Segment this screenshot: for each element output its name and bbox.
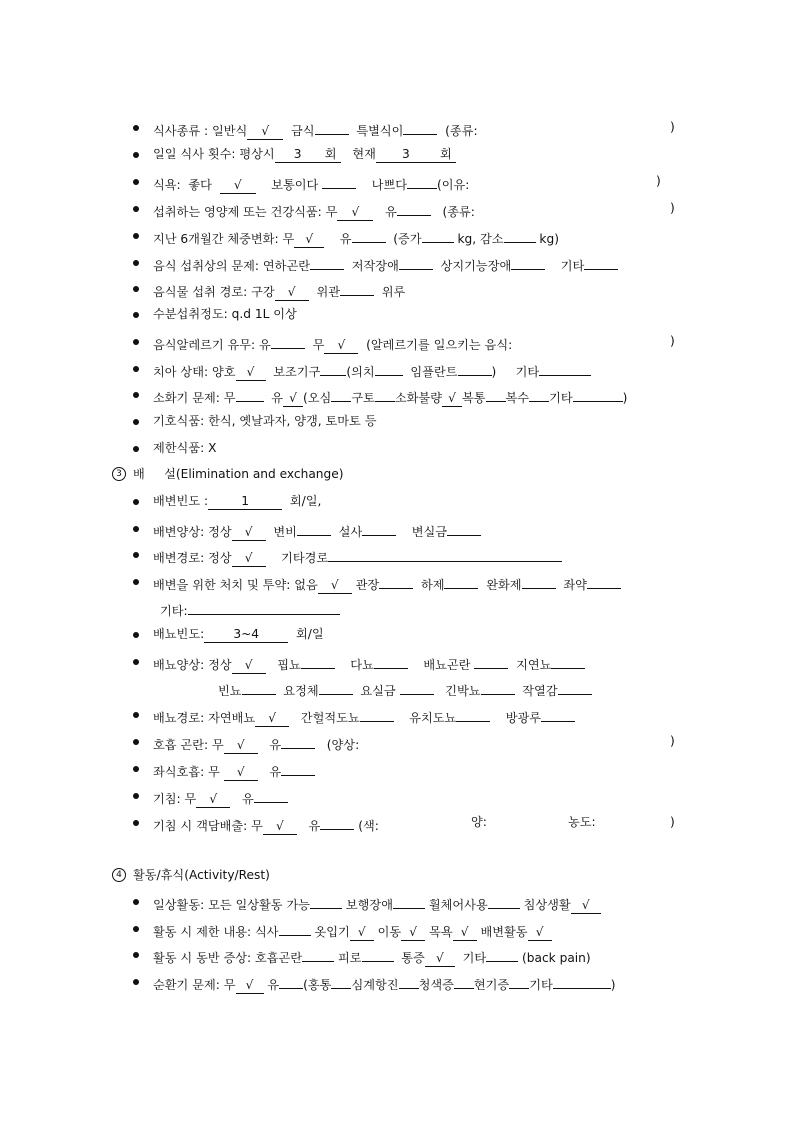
close-paren: ) <box>610 978 616 992</box>
check-blank[interactable]: √ <box>350 925 374 941</box>
option-indigestion: 소화불량 <box>394 391 442 405</box>
check-blank[interactable]: √ <box>236 978 264 994</box>
blank[interactable] <box>331 973 351 989</box>
option-yes: 유 <box>269 738 282 752</box>
blank[interactable] <box>573 386 623 402</box>
option-upper: 상지기능장애 <box>440 259 512 273</box>
blank[interactable] <box>301 653 335 669</box>
blank[interactable] <box>551 653 585 669</box>
blank[interactable] <box>279 973 303 989</box>
option-burning: 작열감 <box>522 684 558 698</box>
label: 음식 섭취상의 문제: 연하곤란 <box>153 259 311 273</box>
option-polyuria: 다뇨 <box>350 658 374 672</box>
bullet <box>133 899 139 905</box>
bullet <box>133 339 139 345</box>
consistency-label: 농도: <box>568 815 596 829</box>
bullet <box>133 579 139 585</box>
blank[interactable] <box>188 599 340 615</box>
label: 배뇨빈도: <box>153 627 205 641</box>
option-no: 무 <box>312 338 325 352</box>
paren: ) <box>491 365 497 379</box>
option-retention: 요정체 <box>283 684 319 698</box>
blank[interactable] <box>310 254 344 270</box>
blank[interactable] <box>375 360 403 376</box>
option-aid: 보조기구 <box>273 365 321 379</box>
now-label: 현재 <box>352 147 376 161</box>
option-yes: 유 <box>269 765 282 779</box>
amount-label: 양: <box>471 815 487 829</box>
label: 일일 식사 횟수: 평상시 <box>153 147 275 161</box>
bullet <box>133 260 139 266</box>
blank[interactable] <box>486 386 506 402</box>
blank[interactable] <box>352 227 386 243</box>
bullet <box>133 233 139 239</box>
blank[interactable] <box>400 679 434 695</box>
blank[interactable] <box>511 254 545 270</box>
value-blank[interactable]: 3~4 <box>204 627 288 643</box>
circulation-line <box>0 973 794 1021</box>
check-blank[interactable]: √ <box>263 819 297 835</box>
label: 배변빈도 : <box>153 494 209 508</box>
blank[interactable] <box>447 520 481 536</box>
label: 섭취하는 영양제 또는 건강식품: 무 <box>153 205 338 219</box>
blank[interactable] <box>236 386 264 402</box>
option-tube: 위관 <box>316 285 340 299</box>
section-number: 4 <box>112 868 126 882</box>
option-incontinence: 요실금 <box>360 684 396 698</box>
option-yes: 유 <box>241 792 254 806</box>
check-blank[interactable]: √ <box>232 551 266 567</box>
blank[interactable] <box>328 546 562 562</box>
blank[interactable] <box>399 973 419 989</box>
check-blank[interactable]: √ <box>232 658 266 674</box>
option-bed: 침상생활 <box>523 898 571 912</box>
close-paren: ) <box>622 391 628 405</box>
check-blank[interactable]: √ <box>224 765 258 781</box>
blank[interactable] <box>584 254 618 270</box>
blank[interactable] <box>474 653 508 669</box>
blank[interactable] <box>375 386 395 402</box>
reason-label: (이유: <box>437 178 470 192</box>
color-label: (색: <box>358 819 379 833</box>
blank[interactable] <box>488 893 520 909</box>
option-constipation: 변비 <box>273 525 297 539</box>
option-palpitation: 심계항진 <box>351 978 399 992</box>
option-oliguria: 핍뇨 <box>277 658 301 672</box>
label: 식사종류 : 일반식 <box>153 124 248 138</box>
option-intermittent: 간헐적도뇨 <box>300 711 360 725</box>
option-moving: 이동 <box>377 925 402 939</box>
option-yes: 유 <box>271 391 284 405</box>
blank[interactable] <box>529 386 549 402</box>
option-etc: 기타 <box>549 391 573 405</box>
blank[interactable] <box>558 679 592 695</box>
check-blank[interactable]: √ <box>401 925 425 941</box>
section-title: 활동/휴식(Activity/Rest) <box>133 868 270 882</box>
option-urgency: 긴박뇨 <box>445 684 481 698</box>
blank[interactable] <box>319 679 353 695</box>
blank[interactable] <box>320 360 346 376</box>
label: 음식물 섭취 경로: 구강 <box>153 285 275 299</box>
close-paren: ) <box>670 734 675 748</box>
blank[interactable] <box>509 973 529 989</box>
close-paren: ) <box>656 174 661 188</box>
blank[interactable] <box>315 119 349 135</box>
option-yes: 유 <box>385 205 397 219</box>
bullet <box>133 206 139 212</box>
bullet <box>133 526 139 532</box>
check-blank[interactable]: √ <box>224 738 258 754</box>
label: 호흡 곤란: 무 <box>153 738 224 752</box>
close-paren: ) <box>670 201 675 215</box>
label: 수분섭취정도: q.d 1L 이상 <box>153 307 297 321</box>
bullet <box>133 766 139 772</box>
bullet <box>133 952 139 958</box>
bullet <box>133 152 139 158</box>
option-frequent: 빈뇨 <box>218 684 242 698</box>
blank[interactable] <box>403 119 437 135</box>
check-blank[interactable]: √ <box>220 178 256 194</box>
note: (back pain) <box>522 951 591 965</box>
option-pain: 통증 <box>401 951 425 965</box>
blank[interactable] <box>522 573 556 589</box>
option-etc: 기타 <box>515 365 540 379</box>
option-gastro: 위루 <box>381 285 406 299</box>
close-paren: ) <box>670 120 675 134</box>
kg-label: kg, 감소 <box>457 232 504 246</box>
label: 배변경로: 정상 <box>153 551 232 565</box>
option-implant: 임플란트 <box>410 365 458 379</box>
blank[interactable] <box>242 679 276 695</box>
bullet <box>133 552 139 558</box>
check-blank[interactable]: √ <box>232 525 266 541</box>
kg-label: kg) <box>539 232 559 246</box>
option-diarrhea: 설사 <box>338 525 363 539</box>
bullet <box>133 712 139 718</box>
bullet <box>133 739 139 745</box>
bullet <box>133 820 139 826</box>
label: 제한식품: X <box>153 441 217 455</box>
label: 식욕: 좋다 <box>153 178 212 192</box>
blank[interactable] <box>504 227 536 243</box>
bullet <box>133 979 139 985</box>
value-blank[interactable]: 1 <box>208 494 282 510</box>
blank[interactable] <box>281 733 315 749</box>
check-blank[interactable]: √ <box>442 391 462 407</box>
option-laxative: 하제 <box>420 578 445 592</box>
option-bad: 나쁘다 <box>371 178 407 192</box>
blank[interactable] <box>254 787 288 803</box>
bullet <box>133 419 139 425</box>
close-paren: ) <box>670 334 675 348</box>
option-etc: 기타 <box>529 978 553 992</box>
now-value[interactable]: 3 <box>376 147 436 163</box>
check-blank[interactable]: √ <box>571 898 601 914</box>
increase-label: (증가 <box>393 232 422 246</box>
blank[interactable] <box>322 173 356 189</box>
blank[interactable] <box>541 706 575 722</box>
option-etc: 기타 <box>560 259 585 273</box>
label: 기호식품: 한식, 옛날과자, 양갱, 토마토 등 <box>153 414 377 428</box>
unit: 회/일, <box>289 494 322 508</box>
blank[interactable] <box>481 679 515 695</box>
option-special: 특별식이 <box>356 124 404 138</box>
blank[interactable] <box>362 520 396 536</box>
label: 소화기 문제: 무 <box>153 391 236 405</box>
blank[interactable] <box>297 520 331 536</box>
option-normal: 보통이다 <box>271 178 319 192</box>
option-yes: 유 <box>339 232 352 246</box>
check-blank[interactable]: √ <box>453 925 477 941</box>
option-enema: 관장 <box>355 578 380 592</box>
bullet <box>133 312 139 318</box>
blank[interactable] <box>302 946 334 962</box>
option-etc: 기타 <box>462 951 487 965</box>
check-blank[interactable]: √ <box>318 578 352 594</box>
usual-value[interactable]: 3 <box>275 147 321 163</box>
blank[interactable] <box>279 920 311 936</box>
label: 순환기 문제: 무 <box>153 978 236 992</box>
option-foley: 유치도뇨 <box>409 711 457 725</box>
label: 배변양상: 정상 <box>153 525 232 539</box>
option-dizziness: 현기증 <box>473 978 510 992</box>
label: 기침: 무 <box>153 792 197 806</box>
unit: 회/일 <box>295 627 324 641</box>
section-number: 3 <box>112 467 126 481</box>
option-flushing: (홍통 <box>303 978 332 992</box>
blank[interactable] <box>374 653 408 669</box>
blank[interactable] <box>399 254 433 270</box>
check-blank[interactable]: √ <box>196 792 230 808</box>
blank[interactable] <box>422 227 454 243</box>
blank[interactable] <box>393 893 425 909</box>
option-stoma: 방광루 <box>505 711 542 725</box>
label: 배뇨경로: 자연배뇨 <box>153 711 256 725</box>
bullet <box>133 793 139 799</box>
blank[interactable] <box>379 573 413 589</box>
option-yes: 유 <box>308 819 321 833</box>
blank[interactable] <box>458 360 492 376</box>
option-bloating: 복통 <box>461 391 486 405</box>
pattern-label: (양상: <box>326 738 360 752</box>
blank[interactable] <box>310 893 342 909</box>
check-blank[interactable]: √ <box>294 232 324 248</box>
check-blank[interactable]: √ <box>528 925 552 941</box>
blank[interactable] <box>360 706 394 722</box>
option-wheelchair: 휠체어사용 <box>428 898 488 912</box>
option-suppository: 좌약 <box>563 578 587 592</box>
option-other-route: 기타경로 <box>281 551 329 565</box>
label: 일상활동: 모든 일상활동 가능 <box>153 898 311 912</box>
blank[interactable] <box>397 200 431 216</box>
label: 배뇨양상: 정상 <box>153 658 232 672</box>
option-nausea: (오심 <box>303 391 332 405</box>
option-fatigue: 피로 <box>337 951 362 965</box>
check-blank[interactable]: √ <box>324 338 358 354</box>
blank[interactable] <box>456 706 490 722</box>
bullet <box>133 446 139 452</box>
check-blank[interactable]: √ <box>337 205 373 221</box>
check-blank[interactable]: √ <box>247 124 283 140</box>
unit: 회 <box>321 147 341 163</box>
option-chew: 저작장애 <box>351 259 399 273</box>
check-blank[interactable]: √ <box>425 951 455 967</box>
blank[interactable] <box>271 333 305 349</box>
bullet <box>133 125 139 131</box>
section-title: 배 설(Elimination and exchange) <box>133 467 344 481</box>
blank[interactable] <box>362 946 394 962</box>
kind-label: (종류: <box>442 205 475 219</box>
option-cyanosis: 청색증 <box>418 978 454 992</box>
bullet <box>133 926 139 932</box>
label: 배변을 위한 처치 및 투약: 없음 <box>153 578 318 592</box>
option-softener: 완화제 <box>486 578 522 592</box>
option-fasting: 금식 <box>291 124 315 138</box>
option-ascites: 복수 <box>505 391 530 405</box>
unit: 회 <box>436 147 456 163</box>
kind-label: (종류: <box>445 124 478 138</box>
bullet <box>133 499 139 505</box>
check-blank[interactable]: √ <box>283 391 303 407</box>
bullet <box>133 366 139 372</box>
option-difficulty: 배뇨곤란 <box>423 658 471 672</box>
option-incontinence: 변실금 <box>411 525 448 539</box>
blank[interactable] <box>281 760 315 776</box>
bullet <box>133 286 139 292</box>
option-delay: 지연뇨 <box>516 658 552 672</box>
option-toileting: 배변활동 <box>480 925 528 939</box>
blank[interactable] <box>587 573 621 589</box>
blank[interactable] <box>454 973 474 989</box>
check-blank[interactable]: √ <box>236 365 266 381</box>
label: 치아 상태: 양호 <box>153 365 236 379</box>
blank[interactable] <box>320 814 354 830</box>
blank[interactable] <box>331 386 351 402</box>
option-walking: 보행장애 <box>345 898 393 912</box>
label: 기침 시 객담배출: 무 <box>153 819 263 833</box>
bullet <box>133 179 139 185</box>
bullet <box>133 659 139 665</box>
option-dressing: 옷입기 <box>314 925 350 939</box>
option-vomit: 구토 <box>351 391 375 405</box>
blank[interactable] <box>444 573 478 589</box>
option-bathing: 목욕 <box>429 925 453 939</box>
option-denture: (의치 <box>346 365 375 379</box>
label: 지난 6개월간 체중변화: 무 <box>153 232 295 246</box>
label: 좌식호흡: 무 <box>153 765 220 779</box>
blank[interactable] <box>486 946 518 962</box>
check-blank[interactable]: √ <box>255 711 289 727</box>
blank[interactable] <box>553 973 611 989</box>
label: 활동 시 제한 내용: 식사 <box>153 925 279 939</box>
blank[interactable] <box>340 280 374 296</box>
blank[interactable] <box>407 173 437 189</box>
cause-label: (알레르기를 일으키는 음식: <box>366 338 513 352</box>
option-etc: 기타: <box>160 604 188 618</box>
blank[interactable] <box>539 360 591 376</box>
check-blank[interactable]: √ <box>275 285 309 301</box>
label: 음식알레르기 유무: 유 <box>153 338 271 352</box>
bullet <box>133 392 139 398</box>
close-paren: ) <box>670 815 675 829</box>
bullet <box>133 632 139 638</box>
label: 활동 시 동반 증상: 호흡곤란 <box>153 951 303 965</box>
option-yes: 유 <box>267 978 280 992</box>
